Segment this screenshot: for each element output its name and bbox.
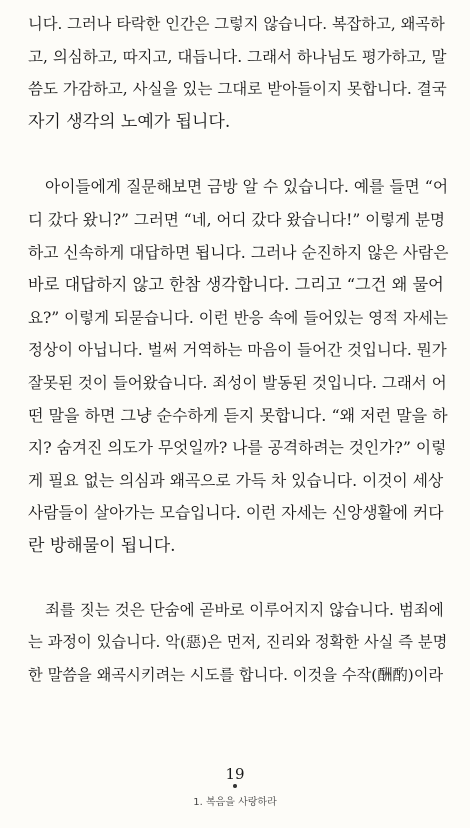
text-line: 요?” 이렇게 되묻습니다. 이런 반응 속에 들어있는 영적 자세는: [28, 308, 448, 327]
separator-dot-icon: [233, 784, 237, 788]
text-line: 아이들에게 질문해보면 금방 알 수 있습니다. 예를 들면 “어: [45, 177, 449, 197]
running-footer-title: 1. 복음을 사랑하라: [193, 797, 277, 808]
text-line: 하고 신속하게 대답하면 됩니다. 그러나 순진하지 않은 사람은: [28, 242, 449, 262]
text-line: 고, 의심하고, 따지고, 대듭니다. 그래서 하나님도 평가하고, 말: [28, 47, 447, 66]
text-line: 게 필요 없는 의심과 왜곡으로 가득 차 있습니다. 이것이 세상: [28, 470, 444, 490]
page-number: 19: [225, 765, 245, 783]
paragraph-2: [28, 171, 448, 562]
text-line: 바로 대답하지 않고 한참 생각합니다. 그리고 “그건 왜 물어: [28, 275, 444, 295]
text-line: 정상이 아닙니다. 벌써 거역하는 마음이 들어간 것입니다. 뭔가: [28, 341, 447, 360]
text-line: 한 말씀을 왜곡시키려는 시도를 합니다. 이것을 수작(酬酌)이라: [28, 665, 444, 684]
text-line: 니다. 그러나 타락한 인간은 그렇지 않습니다. 복잡하고, 왜곡하: [28, 15, 445, 33]
text-line: 잘못된 것이 들어왔습니다. 죄성이 발동된 것입니다. 그래서 어: [28, 373, 447, 392]
text-line: 씀도 가감하고, 사실을 있는 그대로 받아들이지 못합니다. 결국: [28, 80, 447, 99]
text-line: 사람들이 살아가는 모습입니다. 이런 자세는 신앙생활에 커다: [28, 503, 444, 523]
paragraph-1: [28, 8, 448, 138]
paragraph-3: [28, 594, 448, 692]
text-line: 디 갔다 왔니?” 그러면 “네, 어디 갔다 왔습니다!” 이렇게 분명: [28, 210, 445, 229]
paragraph-spacer: [28, 563, 448, 594]
text-line: 자기 생각의 노예가 됩니다.: [28, 111, 231, 132]
text-line: 떤 말을 하면 그냥 순수하게 듣지 못합니다. “왜 저런 말을 하: [28, 405, 448, 425]
paragraph-spacer: [28, 138, 448, 171]
text-line: 는 과정이 있습니다. 악(惡)은 먼저, 진리와 정확한 사실 즉 분명: [28, 633, 448, 652]
text-line: 지? 숨겨진 의도가 무엇일까? 나를 공격하려는 것인가?” 이렇: [28, 438, 447, 458]
text-line: 란 방해물이 됩니다.: [28, 535, 176, 556]
text-line: 죄를 짓는 것은 단숨에 곧바로 이루어지지 않습니다. 범죄에: [45, 600, 444, 619]
page-body: [28, 8, 448, 691]
